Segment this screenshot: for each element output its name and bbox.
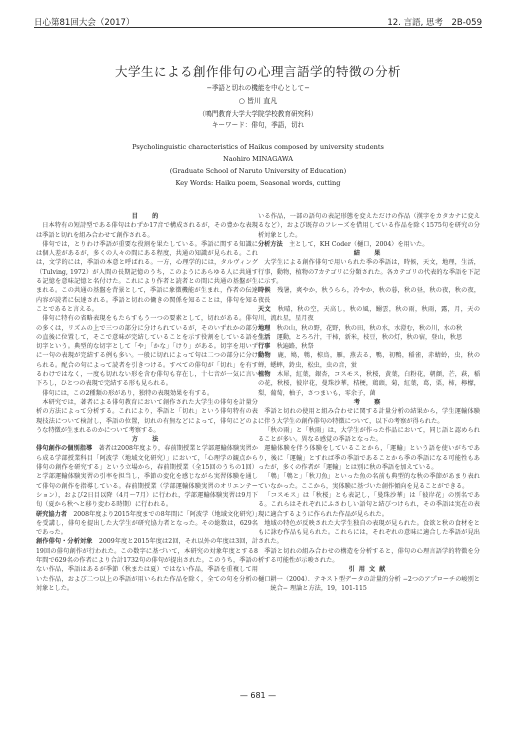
english-keywords: Key Words: Haiku poem, Seasonal words, cutting [175, 179, 341, 187]
section-heading-purpose: 目 的 [131, 213, 163, 220]
paragraph: 季語と切れの使用と組み合わせに関する計量分析の結果から，学生運輸体験に伴う大学生の創作俳句の特徴について，以下の考察が得られた。 [258, 408, 480, 425]
paragraph: 著者は2008年度より，春前期授業と学部運輸体験実習から成る学部授業科目「阿波学（地域文化研究）」において，「心理学の観点から俳句の創作を研究する」という立場から，春前期授業（全15回のうちの1回）と学部運輸体験実習の引率を担当し，季節の変化を感じながら実習体験を通して俳句の創作を指導している。春前期授業（学部運輸体験実習のオリエンテーション），および2日目以降（4月〜7月）に行われ，学部運輸体験実習は9月下旬（夏から秋へと移り変わる時期）に行われる。 [36, 445, 258, 509]
paper-subtitle: −季語と切れの機能を中心として− [206, 84, 310, 92]
subsection-label: 創作俳句・分析対象 [36, 538, 93, 546]
conference-header: 日心第81回大会（2017） [34, 18, 135, 28]
paragraph: 2009年度と2015年度は2回，それ以外の年度は3回，計19回の俳句創作が行われた。この数字に基づいて，本研究の対象年度とする8年間で629名の作者により合計1732句の俳句が提出された。このうち，季語のない作品，季語はあるが季節（秋または夏）ではない作品，季語を重複して用いた作品，および二つ以上の季語が用いられた作品を除く，全ての句を分析の対象とした。 [36, 538, 259, 592]
season-word-list: 秋の山，秋の野，花野，秋の田，秋の水，水澄む，秋の川，水の秋 [276, 324, 463, 332]
right-column [258, 212, 480, 593]
paragraph: 季語と切れの組み合わせの構造を分析すると，俳句の心理言語学的特徴を分析する可能性が示唆された。 [258, 547, 480, 564]
paragraph: 大学生による創作俳句で用いられた季の季語は，時候，天文，地理，生活，行事，動物，植物の7カテゴリに分類された。各カテゴリの代表的な季語を下記に示す。 [258, 259, 480, 286]
affiliation: （鳴門教育大学大学院学校教育研究科） [198, 110, 318, 118]
paragraph: 日本特有の短詩型である俳句はわずか17音で構成されるが，その豊かな表現は季語と切れを組み合わせて創作される。 [36, 222, 258, 239]
paragraph: いる作品，一部の語句の表記形態を変えただけの作品（漢字をカタカナに変えるなど），および既存のフレーズを借用している作品を除く1575句を研究の分析対象とした。 [258, 213, 480, 239]
season-word-list: 秋晴，秋の空，天高し，秋の風，鰯雲，秋の雨，秋雨，露，月，天の川，流れ星，星月夜 [258, 305, 481, 323]
english-author: Naohiro MINAGAWA [222, 155, 294, 163]
category-label: 地理 [258, 324, 271, 332]
section-heading-results: 結 果 [353, 250, 385, 258]
subsection-label: 分析方法 [258, 240, 283, 248]
page-number: — 681 — [239, 691, 277, 700]
english-title: Psycholinguistic characteristics of Haikus composed by university students [132, 143, 384, 151]
reference-entry: 樋口耕一（2004）．テキスト型データの計量的分析 −2つのアプローチの峻別と統合− 理論と方法，19，101-115 [258, 575, 480, 592]
paragraph: 俳句では，とりわけ季語が重要な役割を果たしている。季語に関する知識には個人差があるが，多くの人々の間にある程度，共通の知識が見られる。これは，文学的には，季語の本意と呼ばれる。一方，心理学的には，タルヴィング（Tulving, 1972）が人間の長期記憶のうち，このようにあらゆる人に共通する記憶を意味記憶と名付けた。これにより作者と読者との間に共通の基盤が生まれる。この共通の基盤を背景として，季語に象徴機能が生まれ，作者の伝達内容が読者に伝達される。季語と切れの働きの関係を知ることは，俳句を知ることであると言える。 [36, 240, 258, 313]
english-affiliation: (Graduate School of Naruto University of Education) [169, 167, 347, 175]
paragraph: 本研究では，著者による俳句教育において創作された大学生の俳句を計量分析の方法によって分析する。これにより，季語と「切れ」という俳句特有の表現技法について検討し，季語の位置，切れの有無などによって，俳句にどのような特徴が生まれるのかについて考察する。 [36, 398, 258, 434]
season-word-list: 運動，とろろ汁，干柿，新米，枝豆，秋の灯，秋の宿，登山，秋思 [276, 333, 463, 341]
header-rule [34, 27, 482, 28]
subsection-label: 研究協力者 [36, 510, 68, 518]
category-label: 天文 [258, 305, 272, 313]
category-label: 植物 [258, 371, 271, 379]
paragraph: 運輸体験を伴う体験をしていることから，「運輸」という語を使いがちであり，後に「運輸」とすれば季の季語であることから季の季語になる可能性もあったが，多くの作者が「運輸」とは別に秋の季語を加えている。 [258, 445, 480, 472]
paragraph: 「鵯」「鵯と」「秋刀魚」といった魚の名前も典型的な秋の季節があまり表れていなかった。ここから，実体験に基づいた創作傾向を見ることができる。 [258, 473, 480, 490]
paragraph: 「秋の雨」と「秋雨」は，大学生が作った作品において，同じ語と認められることが多い。異なる感覚の季語となった。 [258, 426, 480, 444]
season-word-list: 秋遍路，秋祭 [276, 343, 314, 351]
paper-title: 大学生による創作俳句の心理言語学的特徴の分析 [114, 64, 401, 79]
section-heading-discussion: 考 察 [353, 398, 385, 406]
category-label: 動物 [258, 352, 272, 360]
season-word-list: 鹿，鳩，鵯，椋鳥，雁，燕去る，鴨，初鴨，稲雀，赤蜻蛉，虫，秋の蝉，蟋蟀，鈴虫，松虫，虫の音，蛍 [258, 352, 481, 369]
subsection-label: 俳句創作の個別指導 [36, 445, 93, 453]
paragraph: 主として，KH Coder（樋口，2004）を用いた。 [288, 240, 429, 248]
paragraph: 2008年度より2015年度までの8年間に「阿波学（地域文化研究）」を受講し，俳句を提出した大学生が研究協力者となった。その総数は，629名であった。 [36, 510, 259, 537]
category-label: 生活 [258, 333, 271, 341]
paragraph: 「コスモス」は「秋桜」とも表記し，「曼珠沙華」は「彼岸花」の別名である。これらはそれぞれにふさわしい語句と結びつけられ，その季語は実在の表現に適合するように作られた作品が見られた。 [258, 491, 480, 518]
paragraph: 俳句には，この2種類の形があり，独特の表現効果を有する。 [42, 389, 214, 397]
category-label: 行事 [258, 343, 271, 351]
category-label: 時候 [258, 287, 271, 295]
section-heading-references: 引用文献 [348, 566, 390, 574]
session-header: 12. 言語, 思考 2B-059 [387, 18, 482, 28]
season-word-list: 残暑，爽やか，秋うらら，冷やか，秋の暮，秋の昼，秋の夜，秋の夜，夜長 [258, 287, 481, 304]
section-heading-method: 方 法 [131, 436, 163, 444]
author-name: ○ 皆川 直凡 [238, 97, 278, 105]
keywords: キーワード：俳句，季語，切れ [211, 121, 305, 129]
season-word-list: 木犀，紅葉，銀杏，コスモス，秋桜，黄葉，白粉花，朝顔，芒，萩，稲の花，秋桜，彼岸花，曼珠沙華，桔梗，鶏頭，菊，紅葉，葛，栗，柿，檸檬，梨，葡萄，柚子，さつまいも，零余子，菌 [258, 371, 481, 397]
paragraph: 地域の特色が反映された大学生独自の表現が見られた。食欲と秋の食材をともに詠む作品も見られた。これらには，それぞれの意味に適合した季語が見出された。 [258, 519, 480, 546]
paragraph: 俳句に特有の省略表現をもたらすもう一つの要素として，切れがある。俳句の多くは，リズムの上で三つの部分に分けられているが，そのいずれかの部分の直後に位置して，そこで意味が完結していることを示す役割をしている語を切字という。典型的な切字として「や」「かな」「けり」がある。切字を用いずに一句の表現が完結する例も多い。一般に切れによって句は二つの部分に分けられる。配合の句によって読者を引きつける。すべての俳句が「切れ」を有するわけではなく，一度も切れない形を含む俳句も存在し，十七音が一気に言い下ろし，ひとつの表現で完結する形も見られる。 [36, 315, 258, 388]
left-column [36, 212, 258, 593]
